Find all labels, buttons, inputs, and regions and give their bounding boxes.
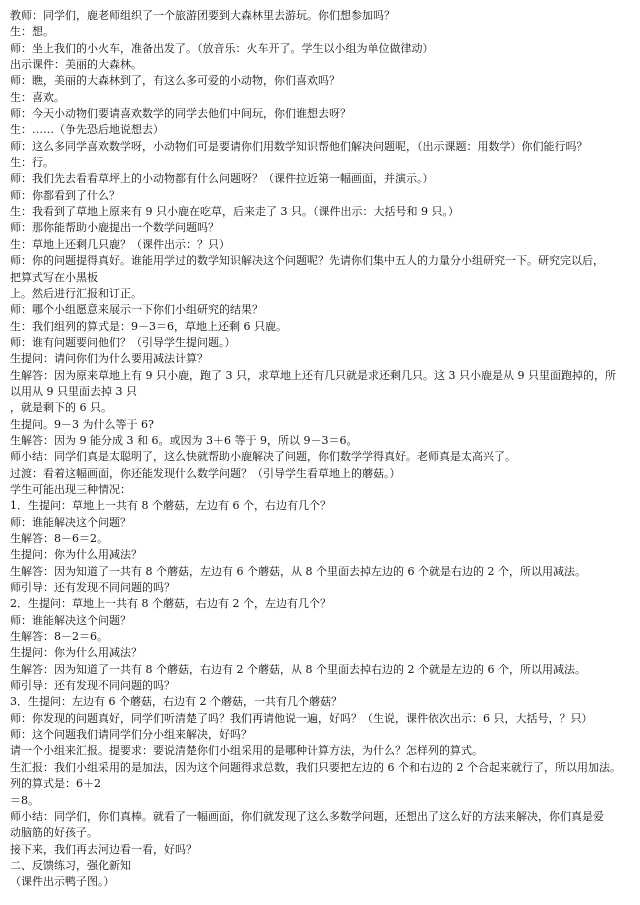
text-line: ＝8。 [10, 793, 39, 807]
text-line: 生解答：因为知道了一共有 8 个蘑菇，左边有 6 个蘑菇，从 8 个里面去掉左边的 6 个就是右边的 2 个，所以用减法。 [10, 564, 586, 578]
text-line: 师：你的问题提得真好。谁能用学过的数学知识解决这个问题呢？先请你们集中五人的力量分小组研究一下。研究完以后， [10, 254, 604, 268]
text-line: 生提问：你为什么用减法？ [10, 646, 142, 660]
text-line: 师：那你能帮助小鹿提出一个数学问题吗？ [10, 221, 219, 235]
text-line: 师小结：同学们，你们真棒。就看了一幅画面，你们就发现了这么多数学问题，还想出了这么好的方法来解决，你们真是爱 [10, 809, 604, 823]
text-line: 生：行。 [10, 156, 54, 170]
text-line: 生提问：请问你们为什么要用减法计算？ [10, 352, 208, 366]
text-line: 师：谁能解决这个问题？ [10, 515, 131, 529]
text-line: 1．生提问：草地上一共有 8 个蘑菇，左边有 6 个，右边有几个？ [10, 499, 331, 513]
text-line: 师：谁有问题要问他们？（引导学生提问题。） [10, 335, 236, 349]
text-line: 师：这个问题我们请同学们分小组来解决，好吗？ [10, 728, 252, 742]
text-line: 生汇报：我们小组采用的是加法，因为这个问题得求总数，我们只要把左边的 6 个和右边的 2 个合起来就行了，所以用加法。 [10, 760, 621, 774]
text-line: 上。然后进行汇报和订正。 [10, 286, 142, 300]
text-line: 师：坐上我们的小火车，准备出发了。（放音乐：火车开了。学生以小组为单位做律动） [10, 41, 434, 55]
text-line: 生：想。 [10, 25, 54, 39]
text-line: 接下来，我们再去河边看一看，好吗？ [10, 842, 197, 856]
text-line: 2．生提问：草地上一共有 8 个蘑菇，右边有 2 个，左边有几个？ [10, 597, 331, 611]
text-line: ，就是剩下的 6 只。 [10, 401, 112, 415]
text-line: 师：我们先去看看草坪上的小动物都有什么问题呀？（课件拉近第一幅画面，并演示。） [10, 172, 434, 186]
text-line: 列的算式是：6＋2 [10, 777, 101, 791]
text-line: 出示课件：美丽的大森林。 [10, 58, 142, 72]
text-line: 生提问。9－3 为什么等于 6? [10, 417, 154, 431]
text-line: 3．生提问：左边有 6 个蘑菇，右边有 2 个蘑菇，一共有几个蘑菇？ [10, 695, 342, 709]
text-line: 师：瞧，美丽的大森林到了，有这么多可爱的小动物，你们喜欢吗？ [10, 74, 340, 88]
text-line: 生解答：8－2＝6。 [10, 630, 108, 644]
text-line: 生提问：你为什么用减法？ [10, 548, 142, 562]
text-line: 二、反馈练习，强化新知 [10, 858, 131, 872]
text-line: 过渡：看着这幅画面，你还能发现什么数学问题？（引导学生看草地上的蘑菇。） [10, 466, 401, 480]
text-line: 生：我看到了草地上原来有 9 只小鹿在吃草，后来走了 3 只。（课件出示：大括号和 9 只。） [10, 205, 459, 219]
text-line: 师：这么多同学喜欢数学呀，小动物们可是要请你们用数学知识帮他们解决问题呢，（出示课题：用数学）你们能行吗？ [10, 139, 588, 153]
text-line: 师：哪个小组愿意来展示一下你们小组研究的结果？ [10, 303, 263, 317]
text-line: 生：喜欢。 [10, 90, 65, 104]
text-line: 生解答：因为 9 能分成 3 和 6。或因为 3＋6 等于 9，所以 9－3＝6。 [10, 433, 358, 447]
text-line: 生：我们组列的算式是：9－3＝6，草地上还剩 6 只鹿。 [10, 319, 287, 333]
text-line: （课件出示鸭子图。） [10, 875, 115, 889]
text-line: 师：你发现的问题真好，同学们听清楚了吗？我们再请他说一遍，好吗？（生说，课件依次出示：6 只，大括号，？只） [10, 711, 593, 725]
text-line: 生：草地上还剩几只鹿？（课件出示：？只） [10, 237, 230, 251]
text-line: 生解答：8－6＝2。 [10, 532, 108, 545]
text-line: 生解答：因为知道了一共有 8 个蘑菇，右边有 2 个蘑菇，从 8 个里面去掉右边的 2 个就是左边的 6 个，所以用减法。 [10, 662, 586, 676]
text-line: 生：……（争先恐后地说想去） [10, 123, 164, 137]
text-line: 师引导：还有发现不同问题的吗？ [10, 679, 175, 693]
document-body [10, 8, 632, 891]
text-line: 动脑筋的好孩子。 [10, 826, 98, 840]
text-line: 把算式写在小黑板 [10, 270, 98, 284]
text-line: 师小结：同学们真是太聪明了，这么快就帮助小鹿解决了问题，你们数学学得真好。老师真是太高兴了。 [10, 450, 516, 464]
text-line: 师：你都看到了什么？ [10, 188, 120, 202]
text-line: 学生可能出现三种情况： [10, 482, 131, 496]
text-line: 以用从 9 只里面去掉 3 只 [10, 384, 137, 398]
text-line: 教师：同学们，鹿老师组织了一个旅游团要到大森林里去游玩。你们想参加吗？ [10, 9, 395, 22]
text-line: 生解答：因为原来草地上有 9 只小鹿，跑了 3 只，求草地上还有几只就是求还剩几只。这 3 只小鹿是从 9 只里面跑掉的，所 [10, 368, 616, 382]
text-line: 师：谁能解决这个问题？ [10, 613, 131, 627]
text-line: 师：今天小动物们要请喜欢数学的同学去他们中间玩，你们谁想去呀？ [10, 107, 351, 121]
text-line: 请一个小组来汇报。提要求：要说清楚你们小组采用的是哪种计算方法，为什么？怎样列的算式。 [10, 744, 483, 758]
text-line: 师引导：还有发现不同问题的吗？ [10, 581, 175, 595]
